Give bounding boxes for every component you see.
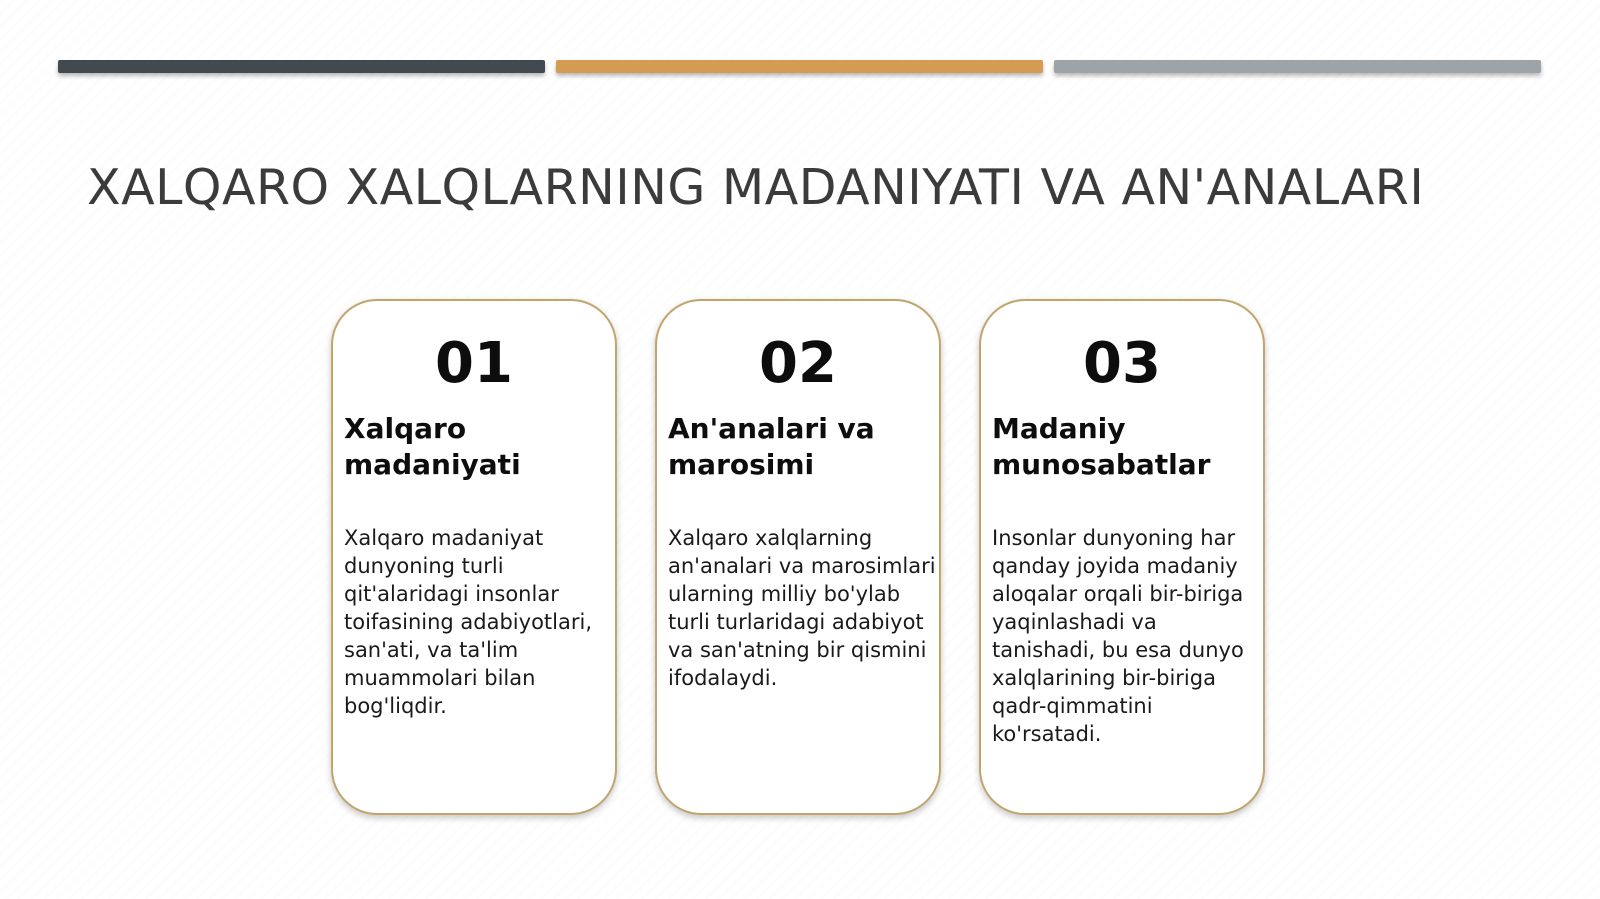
decorative-bar-accent xyxy=(556,60,1043,73)
decorative-bar-gray xyxy=(1054,60,1541,73)
card-number: 01 xyxy=(435,331,513,396)
card-number: 02 xyxy=(759,331,837,396)
card-international-culture xyxy=(331,299,617,815)
card-heading: Xalqaro madaniyati xyxy=(344,412,521,481)
card-heading: An'analari va marosimi xyxy=(668,412,875,481)
card-description: Insonlar dunyoning har qanday joyida madaniy aloqalar orqali bir-biriga yaqinlashadi va tanishadi, bu esa dunyo xalqlarining bir-biriga qadr-qimmatini ko'rsatadi. xyxy=(992,526,1244,746)
card-description: Xalqaro madaniyat dunyoning turli qit'alaridagi insonlar toifasining adabiyotlari, san'ati, va ta'lim muammolari bilan bog'liqdir. xyxy=(344,526,593,718)
card-heading: Madaniy munosabatlar xyxy=(992,412,1211,481)
decorative-bar-dark xyxy=(58,60,545,73)
card-description: Xalqaro xalqlarning an'analari va marosimlari ularning milliy bo'ylab turli turlaridagi adabiyot va san'atning bir qismini ifodalaydi. xyxy=(668,526,936,690)
card-cultural-relations xyxy=(979,299,1265,815)
card-number: 03 xyxy=(1083,331,1161,396)
card-traditions-ceremonies xyxy=(655,299,941,815)
slide-title: XALQARO XALQLARNING MADANIYATI VA AN'ANALARI xyxy=(87,159,1425,216)
